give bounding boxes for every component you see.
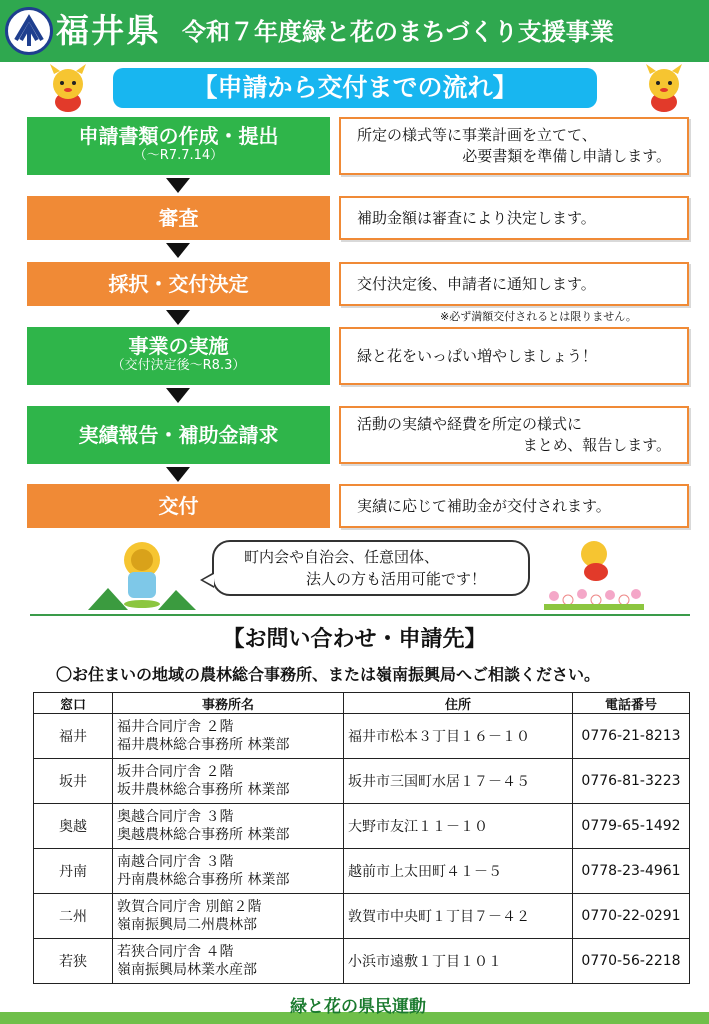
amount-note: ※必ず満額交付されるとは限りません。	[440, 310, 637, 323]
table-row	[34, 939, 690, 984]
address-cell: 福井市松本３丁目１６－１０	[344, 714, 573, 759]
table-row	[34, 714, 690, 759]
phone-cell: 0770-22-0291	[573, 894, 690, 939]
header-window: 窓口	[34, 693, 113, 714]
address-cell: 越前市上太田町４１－５	[344, 849, 573, 894]
page-title: 令和７年度緑と花のまちづくり支援事業	[182, 18, 614, 46]
step-label: 採択・交付決定	[108, 272, 249, 296]
mascot-icon	[42, 62, 94, 114]
step-label: 実績報告・補助金請求	[78, 423, 279, 447]
step-label: 申請書類の作成・提出	[78, 124, 279, 148]
office-cell: 敦賀合同庁舎 別館２階 嶺南振興局二州農林部	[113, 894, 344, 939]
speech-bubble: 町内会や自治会、任意団体、 法人の方も活用可能です！	[212, 540, 530, 596]
window-cell: 二州	[34, 894, 113, 939]
flow-arrow-icon	[166, 388, 190, 403]
office-cell: 若狭合同庁舎 ４階 嶺南振興局林業水産部	[113, 939, 344, 984]
phone-cell: 0778-23-4961	[573, 849, 690, 894]
campaign-logo: 緑と花の県民運動	[290, 997, 426, 1017]
address-cell: 敦賀市中央町１丁目７－４２	[344, 894, 573, 939]
contact-table	[33, 692, 690, 984]
flow-step-application	[27, 117, 330, 175]
header-address: 住所	[344, 693, 573, 714]
table-row	[34, 849, 690, 894]
flow-step-report	[27, 406, 330, 464]
flow-step-grant	[27, 484, 330, 528]
table-row	[34, 894, 690, 939]
table-row	[34, 759, 690, 804]
mascot-sunflower-illustration-icon	[88, 538, 196, 610]
step-description: 実績に応じて補助金が交付されます。	[339, 484, 689, 528]
table-header-row	[34, 693, 690, 714]
step-label: 審査	[158, 206, 199, 230]
phone-cell: 0776-81-3223	[573, 759, 690, 804]
step-description: 緑と花をいっぱい増やしましょう！	[339, 327, 689, 385]
step-description: 所定の様式等に事業計画を立てて、 必要書類を準備し申請します。	[339, 117, 689, 175]
step-description: 補助金額は審査により決定します。	[339, 196, 689, 240]
flow-step-decision	[27, 262, 330, 306]
step-description: 活動の実績や経費を所定の様式に まとめ、報告します。	[339, 406, 689, 464]
contact-lead: 〇お住まいの地域の農林総合事務所、または嶺南振興局へご相談ください。	[56, 665, 601, 684]
office-cell: 坂井合同庁舎 ２階 坂井農林総合事務所 林業部	[113, 759, 344, 804]
mascot-icon	[638, 62, 690, 114]
phone-cell: 0776-21-8213	[573, 714, 690, 759]
window-cell: 若狭	[34, 939, 113, 984]
office-cell: 奥越合同庁舎 ３階 奥越農林総合事務所 林業部	[113, 804, 344, 849]
window-cell: 丹南	[34, 849, 113, 894]
step-period: （交付決定後～R8.3）	[111, 358, 246, 373]
speech-bubble-tail-inner	[203, 574, 214, 586]
contact-title: 【お問い合わせ・申請先】	[222, 627, 487, 652]
window-cell: 坂井	[34, 759, 113, 804]
step-label: 事業の実施	[128, 334, 229, 358]
address-cell: 大野市友江１１－１０	[344, 804, 573, 849]
prefecture-emblem-icon	[5, 7, 53, 55]
header-office: 事務所名	[113, 693, 344, 714]
address-cell: 小浜市遠敷１丁目１０１	[344, 939, 573, 984]
office-cell: 南越合同庁舎 ３階 丹南農林総合事務所 林業部	[113, 849, 344, 894]
flow-step-review	[27, 196, 330, 240]
step-label: 交付	[158, 494, 199, 518]
address-cell: 坂井市三国町水居１７－４５	[344, 759, 573, 804]
office-cell: 福井合同庁舎 ２階 福井農林総合事務所 林業部	[113, 714, 344, 759]
header-phone: 電話番号	[573, 693, 690, 714]
flow-step-implementation	[27, 327, 330, 385]
section-divider	[30, 614, 690, 616]
table-row	[34, 804, 690, 849]
mascot-flowers-illustration-icon	[544, 538, 644, 610]
prefecture-name: 福井県	[56, 11, 161, 50]
flow-arrow-icon	[166, 178, 190, 193]
flow-title: 【申請から交付までの流れ】	[113, 68, 597, 108]
step-period: （～R7.7.14）	[133, 148, 224, 163]
window-cell: 福井	[34, 714, 113, 759]
flow-arrow-icon	[166, 310, 190, 325]
flow-arrow-icon	[166, 243, 190, 258]
phone-cell: 0770-56-2218	[573, 939, 690, 984]
window-cell: 奥越	[34, 804, 113, 849]
phone-cell: 0779-65-1492	[573, 804, 690, 849]
flow-arrow-icon	[166, 467, 190, 482]
step-description: 交付決定後、申請者に通知します。	[339, 262, 689, 306]
